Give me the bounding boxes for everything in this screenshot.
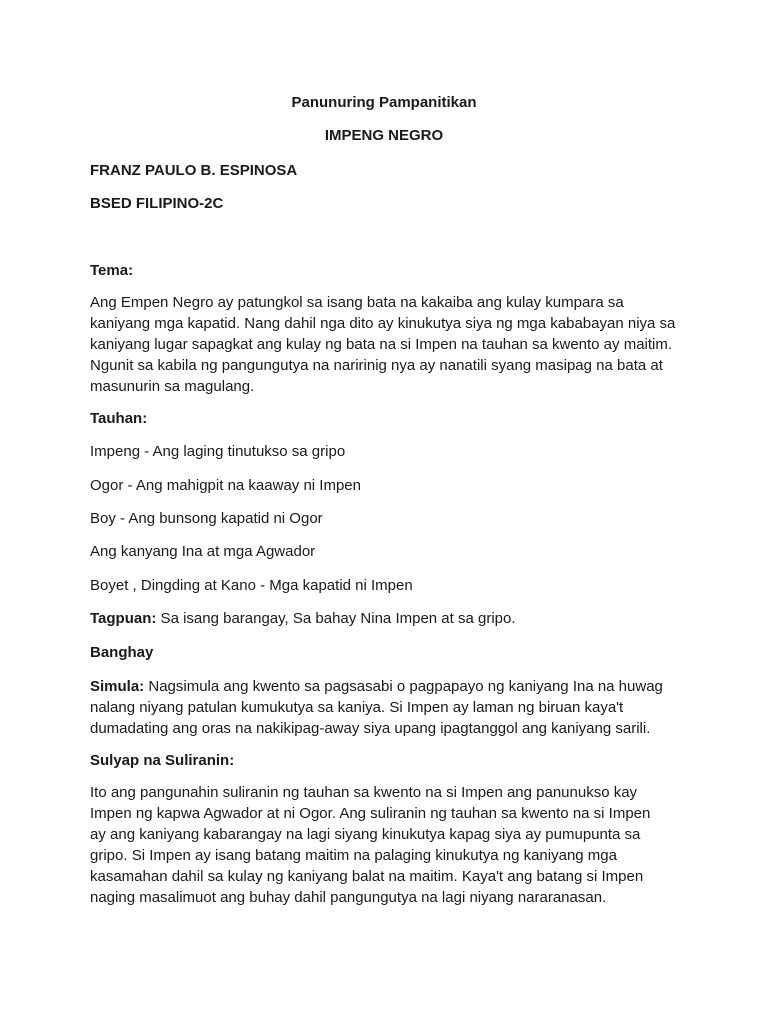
simula-text: Nagsimula ang kwento sa pagsasabi o pagpapayo ng kaniyang Ina na huwag nalang niyang patulan kumukutya sa kaniya. Si Impen ay laman ng biruan kaya't dumadating ang oras na nakikipag-away siya upang ipagtanggol ang kaniyang sarili.: [90, 678, 663, 737]
tema-paragraph: Ang Empen Negro ay patungkol sa isang bata na kakaiba ang kulay kumpara sa kaniyang mga kapatid. Nang dahil nga dito ay kinukutya siya ng mga kababayan niya sa kaniyang lugar sapagkat ang kulay ng bata na si Impen na tauhan sa kwento ay maitim. Ngunit sa kabila ng pangungutya na naririnig nya ay nanatili syang masipag na bata at masunurin sa magulang.: [90, 294, 676, 395]
simula-paragraph: [90, 676, 680, 739]
sulyap-paragraph: Ito ang pangunahin suliranin ng tauhan sa kwento na si Impen ang panunukso kay Impen ng kapwa Agwador at ni Ogor. Ang suliranin ng tauhan sa kwento na si Impen ay ang kaniyang kabarangay na lagi siyang kinukutya kapag siya ay pumupunta sa gripo. Si Impen ay isang batang maitim na palaging kinukutya ng kaniyang mga kasamahan dahil sa kulay ng kaniyang balat na maitim. Kaya't ang batang si Impen naging masalimuot ang buhay dahil pangungutya na lagi niyang nararanasan.: [90, 784, 651, 906]
tagpuan-line: [90, 608, 690, 629]
doc-subject: Panunuring Pampanitikan: [291, 94, 477, 111]
tauhan-item: Boyet , Dingding at Kano - Mga kapatid ni Impen: [90, 577, 413, 594]
doc-title: IMPENG NEGRO: [324, 127, 444, 144]
tauhan-item: Ang kanyang Ina at mga Agwador: [90, 543, 316, 560]
doc-author: FRANZ PAULO B. ESPINOSA: [90, 162, 298, 179]
sulyap-heading: Sulyap na Suliranin:: [90, 752, 235, 769]
tauhan-item: Impeng - Ang laging tinutukso sa gripo: [90, 443, 346, 460]
tauhan-heading: Tauhan:: [90, 410, 148, 427]
tagpuan-label: Tagpuan:: [90, 610, 157, 627]
simula-label: Simula:: [90, 678, 145, 695]
banghay-heading: Banghay: [90, 644, 154, 661]
doc-course: BSED FILIPINO-2C: [90, 195, 224, 212]
tagpuan-text: Sa isang barangay, Sa bahay Nina Impen at sa gripo.: [156, 610, 516, 627]
tauhan-item: Ogor - Ang mahigpit na kaaway ni Impen: [90, 477, 361, 494]
tauhan-item: Boy - Ang bunsong kapatid ni Ogor: [90, 510, 323, 527]
tema-heading: Tema:: [90, 262, 134, 279]
